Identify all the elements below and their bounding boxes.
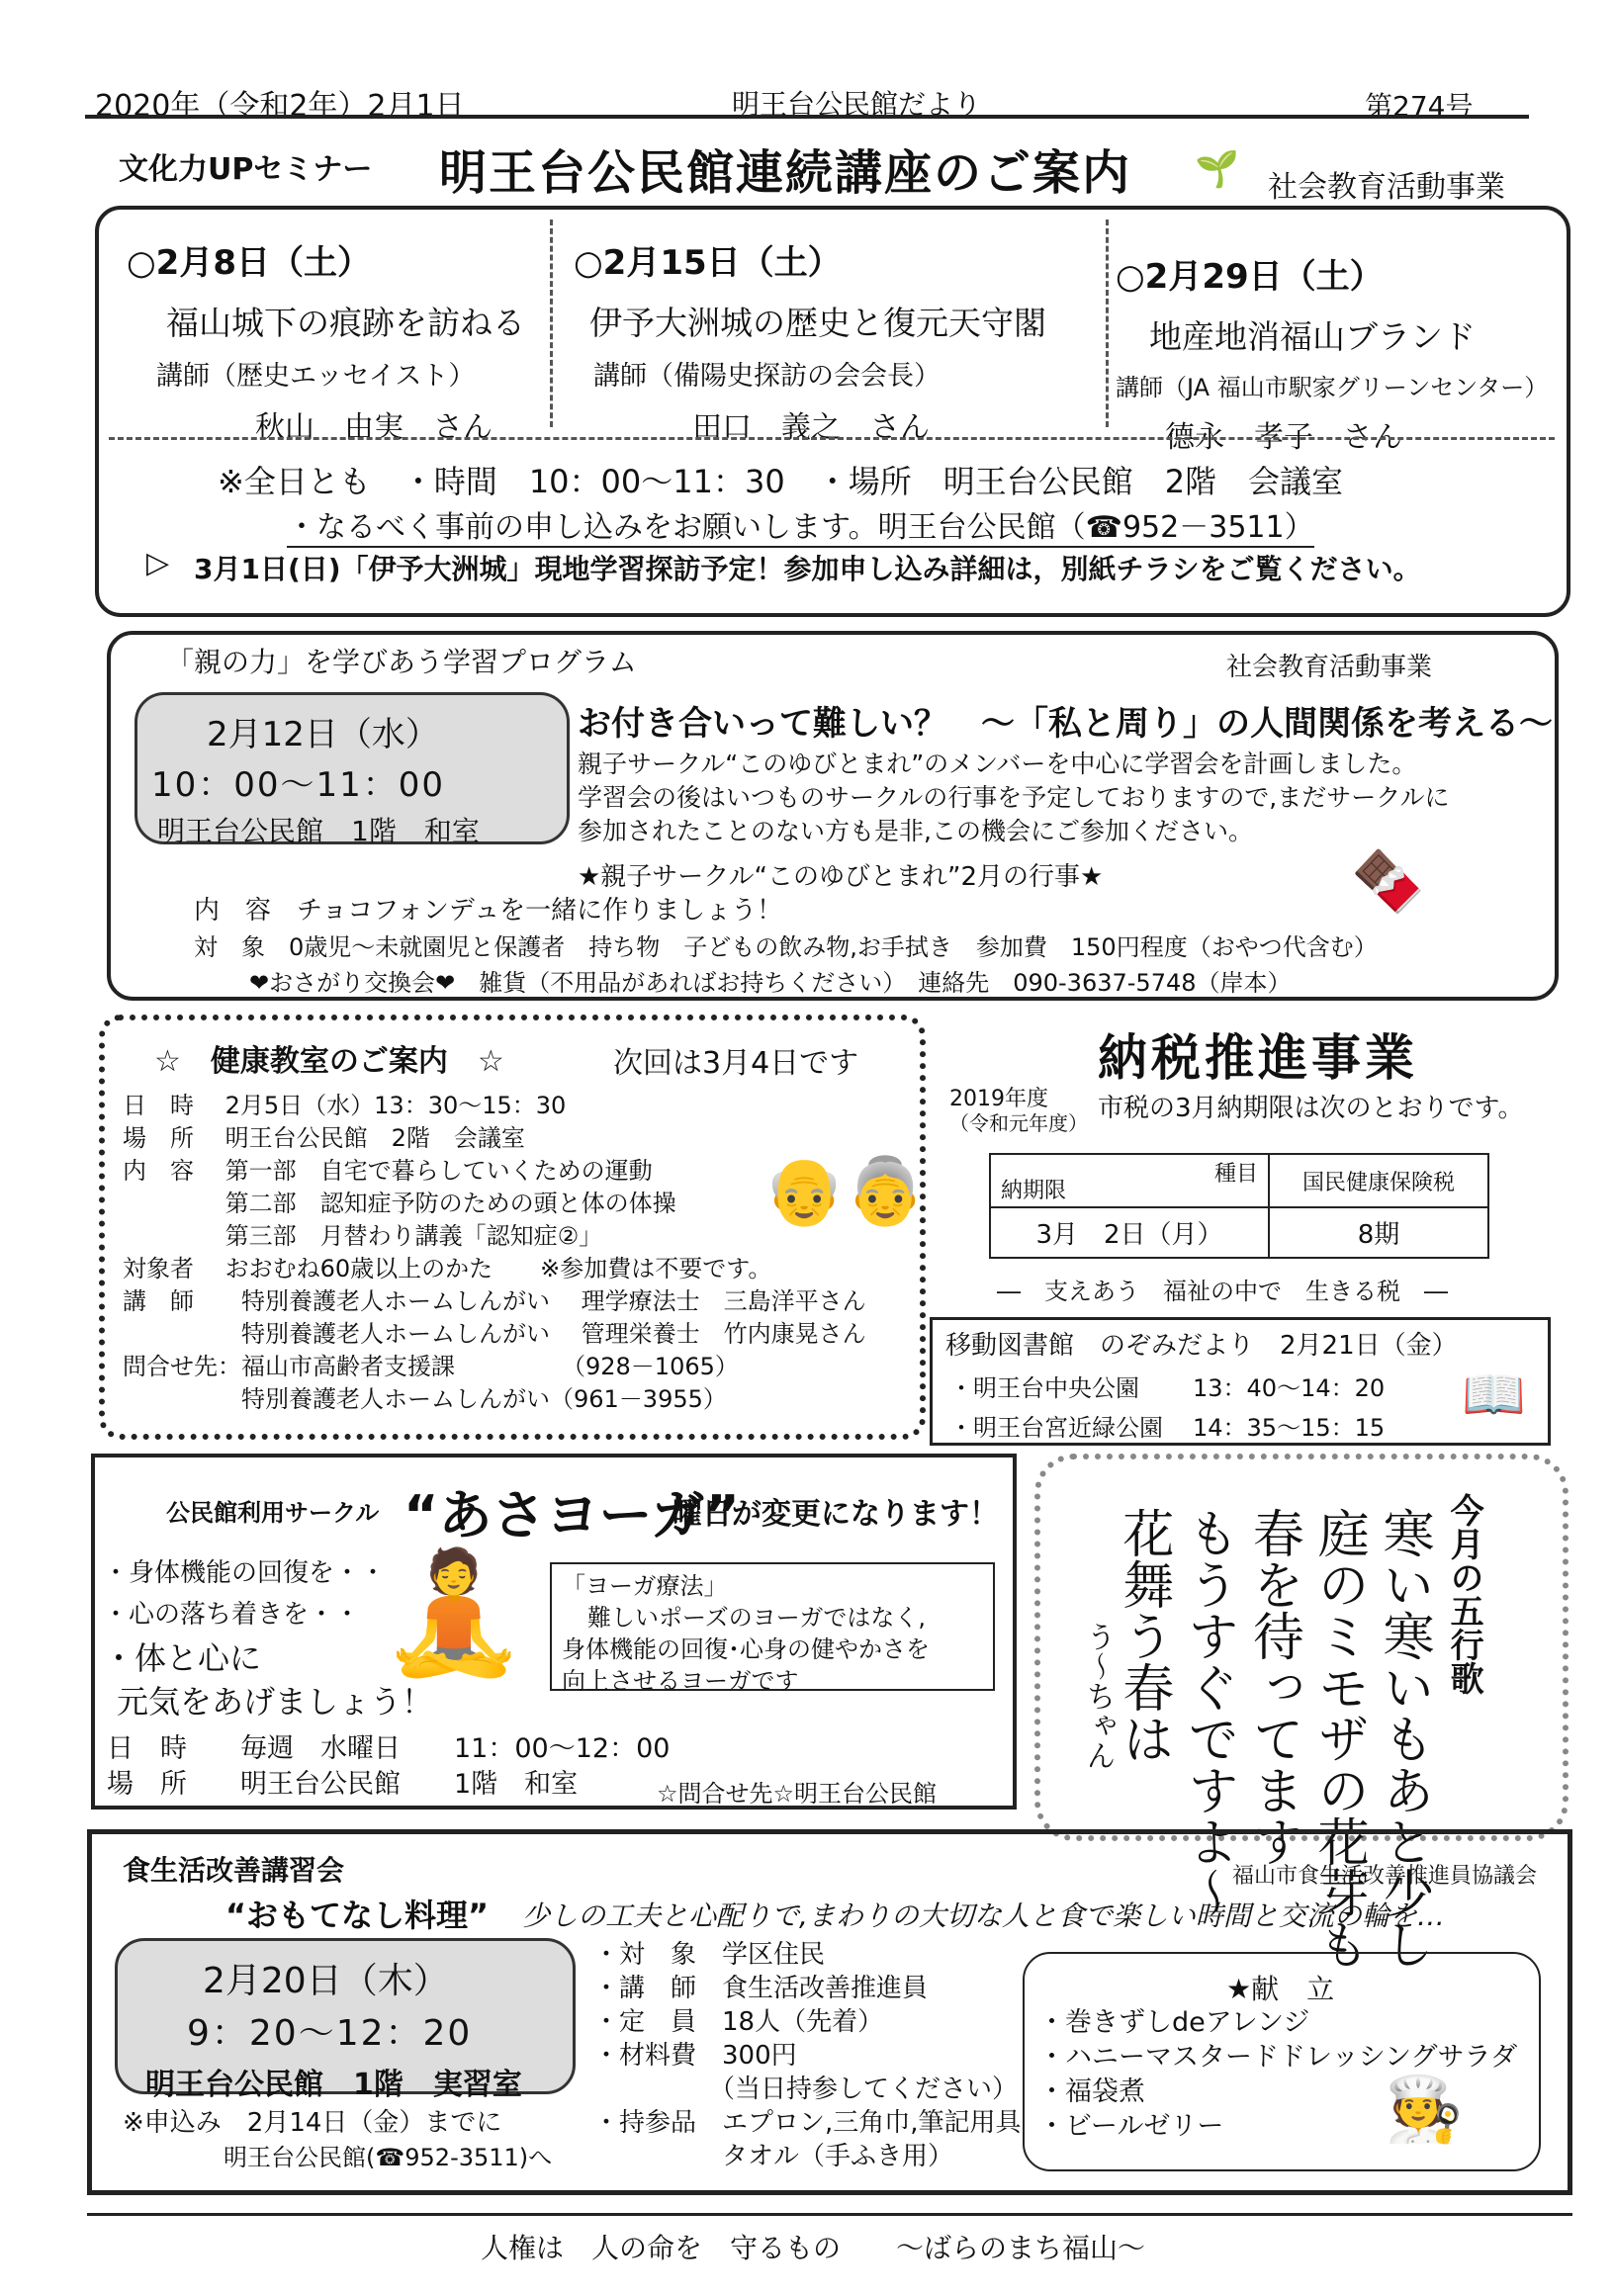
lecture-1 (127, 235, 542, 446)
yoga-tag: 公民館利用サークル (166, 1499, 380, 1527)
elderly-couple-icon: 👴👵 (763, 1153, 927, 1229)
issue-date: 2020年（令和2年）2月1日 (95, 89, 465, 124)
lecture-2 (574, 235, 1098, 446)
event-content: 内 容 チョコフォンデュを一緒に作りましょう！ (194, 896, 783, 926)
lecture-3 (1116, 249, 1561, 456)
health-row: 場 所 明王台公民館 2階 会議室 (123, 1124, 525, 1152)
poem-line: 寒い寒いもあと少し (1374, 1507, 1433, 1970)
library-time: 13：40～14：20 (1193, 1374, 1386, 1402)
food-date-box (115, 1938, 576, 2102)
parent-headline: お付き合いって難しい？ ～「私と周り」の人間関係を考える～ (578, 704, 1553, 744)
lecture-date: ○2月15日（土） (574, 243, 842, 283)
event-exchange: ❤おさがり交換会❤ 雑貨（不用品があればお持ちください） 連絡先 090-3637-5748（岸本） (249, 969, 1292, 997)
library-stop: ・明王台中央公園 (949, 1374, 1139, 1402)
cook-icon: 🧑‍🍳 (1385, 2074, 1464, 2147)
yoga-place: 場 所 明王台公民館 1階 和室 (107, 1769, 579, 1800)
tax-desc: 市税の3月納期限は次のとおりです。 (1098, 1094, 1524, 1123)
poem-author-wrap (1080, 1622, 1115, 1770)
event-title: ★親子サークル“このゆびとまれ”2月の行事★ (578, 862, 1104, 892)
menu-item: ・ビールゼリー (1038, 2111, 1224, 2142)
health-row: 特別養護老人ホームしんがい（961－3955） (123, 1385, 727, 1413)
food-detail: ・対 象 学区住民 (593, 1940, 826, 1970)
yoga-change: 曜日が変更になります！ (672, 1497, 999, 1532)
footer-slogan: 人権は 人の命を 守るもの ～ばらのまち福山～ (481, 2232, 1146, 2264)
poem-author: う～ちゃん (1080, 1622, 1116, 1770)
yoga-bullet: ・体と心に (103, 1639, 262, 1677)
seminar-title: 明王台公民館連続講座のご案内 (439, 145, 1132, 201)
poem-heading: 今月の五行歌 (1444, 1493, 1484, 1695)
therapy-title: 「ヨーガ療法」 (562, 1572, 728, 1600)
yoga-bullet: ・心の落ち着きを・・ (103, 1600, 361, 1630)
food-detail: ・講 師 食生活改善推進員 (593, 1974, 929, 2003)
tax-year-era: （令和元年度） (949, 1111, 1088, 1135)
header-rule (85, 115, 1529, 119)
parent-time: 10：00～11：00 (151, 765, 446, 805)
yoga-therapy-box (550, 1562, 995, 1695)
health-row: 対象者 おおむね60歳以上のかた ※参加費は不要です。 (123, 1255, 772, 1282)
lecturer-name: 德永 孝子 さん (1165, 420, 1402, 455)
fondue-icon: 🍫 (1351, 847, 1425, 917)
food-name: “おもてなし料理” (225, 1897, 490, 1934)
menu-item: ・福袋煮 (1038, 2076, 1145, 2107)
col-tax: 国民健康保険税 (1269, 1154, 1488, 1207)
poem-line: もうすぐですよ～ (1178, 1507, 1238, 1918)
menu-title: ★献 立 (1226, 1973, 1335, 2005)
yoga-time: 日 時 毎週 水曜日 11：00～12：00 (107, 1733, 671, 1764)
yoga-bullet: 元気をあげましょう！ (117, 1683, 434, 1721)
library-stop: ・明王台宮近緑公園 (949, 1414, 1163, 1442)
food-time: 9：20～12：20 (187, 2013, 473, 2054)
parent-date: 2月12日（水） (207, 715, 439, 754)
health-row: 特別養護老人ホームしんがい 管理栄養士 竹内康晃さん (123, 1320, 866, 1348)
col-kind: 種目 (1213, 1162, 1258, 1187)
col-due: 納期限 (1001, 1179, 1067, 1203)
food-detail: ・持参品 エプロン,三角巾,筆記用具 (593, 2108, 1022, 2138)
newsletter-name: 明王台公民館だより (732, 88, 982, 121)
seminar-rule (109, 437, 1555, 440)
event-target: 対 象 0歳児～未就園児と保護者 持ち物 子どもの飲み物,お手拭き 参加費 150円程度（おやつ代含む） (194, 933, 1378, 961)
lecture-date: ○2月29日（土） (1116, 257, 1384, 297)
lecturer-role: 講師（備陽史探訪の会会長） (593, 361, 941, 392)
lecture-topic: 地産地消福山ブランド (1149, 317, 1476, 356)
therapy-line: 身体機能の回復･心身の健やかさを (562, 1635, 930, 1663)
food-tagline: 少しの工夫と心配りで,まわりの大切な人と食で楽しい時間と交流の輪を… (522, 1899, 1445, 1932)
food-detail: ・定 員 18人（先着） (593, 2007, 884, 2037)
seminar-category: 社会教育活動事業 (1268, 170, 1505, 205)
food-apply: ※申込み 2月14日（金）までに (123, 2108, 502, 2138)
library-time: 14：35～15：15 (1193, 1414, 1386, 1442)
tax-slogan: ― 支えあう 福祉の中で 生きる税 ― (997, 1278, 1448, 1305)
divider (1106, 220, 1109, 427)
lecturer-role: 講師（JA 福山市駅家グリーンセンター） (1116, 374, 1549, 401)
seminar-reserve: ・なるべく事前の申し込みをお願いします。明王台公民館（☎952－3511） (287, 502, 1314, 548)
poem-line: 庭のミモザの花芽も (1308, 1507, 1369, 1970)
food-place: 明王台公民館 1階 実習室 (145, 2068, 522, 2102)
health-row: 内 容 第一部 自宅で暮らしていくための運動 (123, 1157, 653, 1185)
tax-period: 8期 (1269, 1207, 1488, 1258)
desc-line: 親子サークル“このゆびとまれ”のメンバーを中心に学習会を計画しました。 (578, 750, 1417, 778)
issue-number: 第274号 (1365, 90, 1474, 123)
health-title: ☆ 健康教室のご案内 ☆ (154, 1044, 504, 1079)
poem-line: 春を待ってます (1243, 1507, 1303, 1867)
lecturer-name: 秋山 由実 さん (255, 410, 493, 445)
yoga-bullet: ・身体機能の回復を・・ (103, 1558, 387, 1588)
food-detail: （当日持参してください） (593, 2075, 1019, 2104)
yoga-contact: ☆問合せ先☆明王台公民館 (657, 1780, 938, 1808)
food-detail: タオル（手ふき用） (593, 2142, 954, 2171)
food-title: 食生活改善講習会 (123, 1854, 345, 1887)
triangle-icon: ▷ (146, 546, 170, 580)
parent-category: 社会教育活動事業 (1226, 653, 1433, 682)
seminar-tag: 文化力UPセミナー (119, 152, 373, 187)
food-date: 2月20日（木） (203, 1961, 449, 2001)
menu-item: ・ハニーマスタードドレッシングサラダ (1038, 2042, 1518, 2073)
seminar-notice: 3月1日(日)「伊予大洲城」現地学習探訪予定！参加申し込み詳細は，別紙チラシをご覧ください。 (194, 553, 1421, 585)
lecture-topic: 伊予大洲城の歴史と復元天守閣 (589, 304, 1046, 342)
divider (550, 220, 553, 427)
desc-line: 参加されたことのない方も是非,この機会にご参加ください。 (578, 817, 1253, 845)
yoga-title: “あさヨーガ” (404, 1484, 740, 1546)
health-details (123, 1090, 866, 1416)
tax-year: 2019年度 (949, 1087, 1048, 1111)
parent-place: 明王台公民館 1階 和室 (157, 815, 480, 847)
lecturer-name: 田口 義之 さん (692, 410, 930, 445)
parent-date-box (134, 692, 570, 847)
lecture-date: ○2月8日（土） (127, 243, 371, 283)
lecturer-role: 講師（歴史エッセイスト） (156, 361, 476, 392)
lecture-topic: 福山城下の痕跡を訪ねる (166, 304, 525, 342)
food-detail: ・材料費 300円 (593, 2041, 797, 2071)
desc-line: 学習会の後はいつものサークルの行事を予定しておりますので,まだサークルに (578, 783, 1450, 812)
poem-heading-wrap (1444, 1493, 1482, 1695)
yoga-pose-icon: 🧘 (380, 1545, 528, 1682)
health-row: 第三部 月替わり講義「認知症②」 (123, 1222, 603, 1250)
food-org: 福山市食生活改善推進員協議会 (1232, 1864, 1538, 1889)
poem-line: 花舞う春は (1113, 1507, 1173, 1764)
parent-description (578, 748, 1449, 848)
tax-table (989, 1153, 1489, 1259)
tax-due: 3月 2日（月） (990, 1207, 1269, 1258)
health-row: 問合せ先：福山市高齢者支援課 （928－1065） (123, 1353, 739, 1380)
footer-rule (87, 2213, 1572, 2216)
book-icon: 📖 (1462, 1366, 1526, 1425)
therapy-line: 向上させるヨーガです (562, 1667, 799, 1695)
tax-title: 納税推進事業 (1098, 1029, 1418, 1087)
health-row: 講 師 特別養護老人ホームしんがい 理学療法士 三島洋平さん (123, 1287, 866, 1315)
sprout-icon: 🌱 (1195, 149, 1239, 190)
food-details (593, 1938, 1022, 2173)
menu-item: ・巻きずしdeアレンジ (1038, 2007, 1310, 2038)
health-next: 次回は3月4日です (613, 1046, 859, 1081)
parent-program: 「親の力」を学びあう学習プログラム (166, 646, 637, 678)
health-row: 第二部 認知症予防のための頭と体の体操 (123, 1190, 676, 1217)
library-title: 移動図書館 のぞみだより 2月21日（金） (945, 1331, 1458, 1361)
therapy-line: 難しいポーズのヨーガではなく, (587, 1604, 926, 1632)
food-apply-contact: 明王台公民館(☎952-3511)へ (224, 2144, 553, 2171)
seminar-schedule: ※全日とも ・時間 10：00～11：30 ・場所 明王台公民館 2階 会議室 (218, 463, 1344, 500)
health-row: 日 時 2月5日（水）13：30～15：30 (123, 1092, 567, 1119)
